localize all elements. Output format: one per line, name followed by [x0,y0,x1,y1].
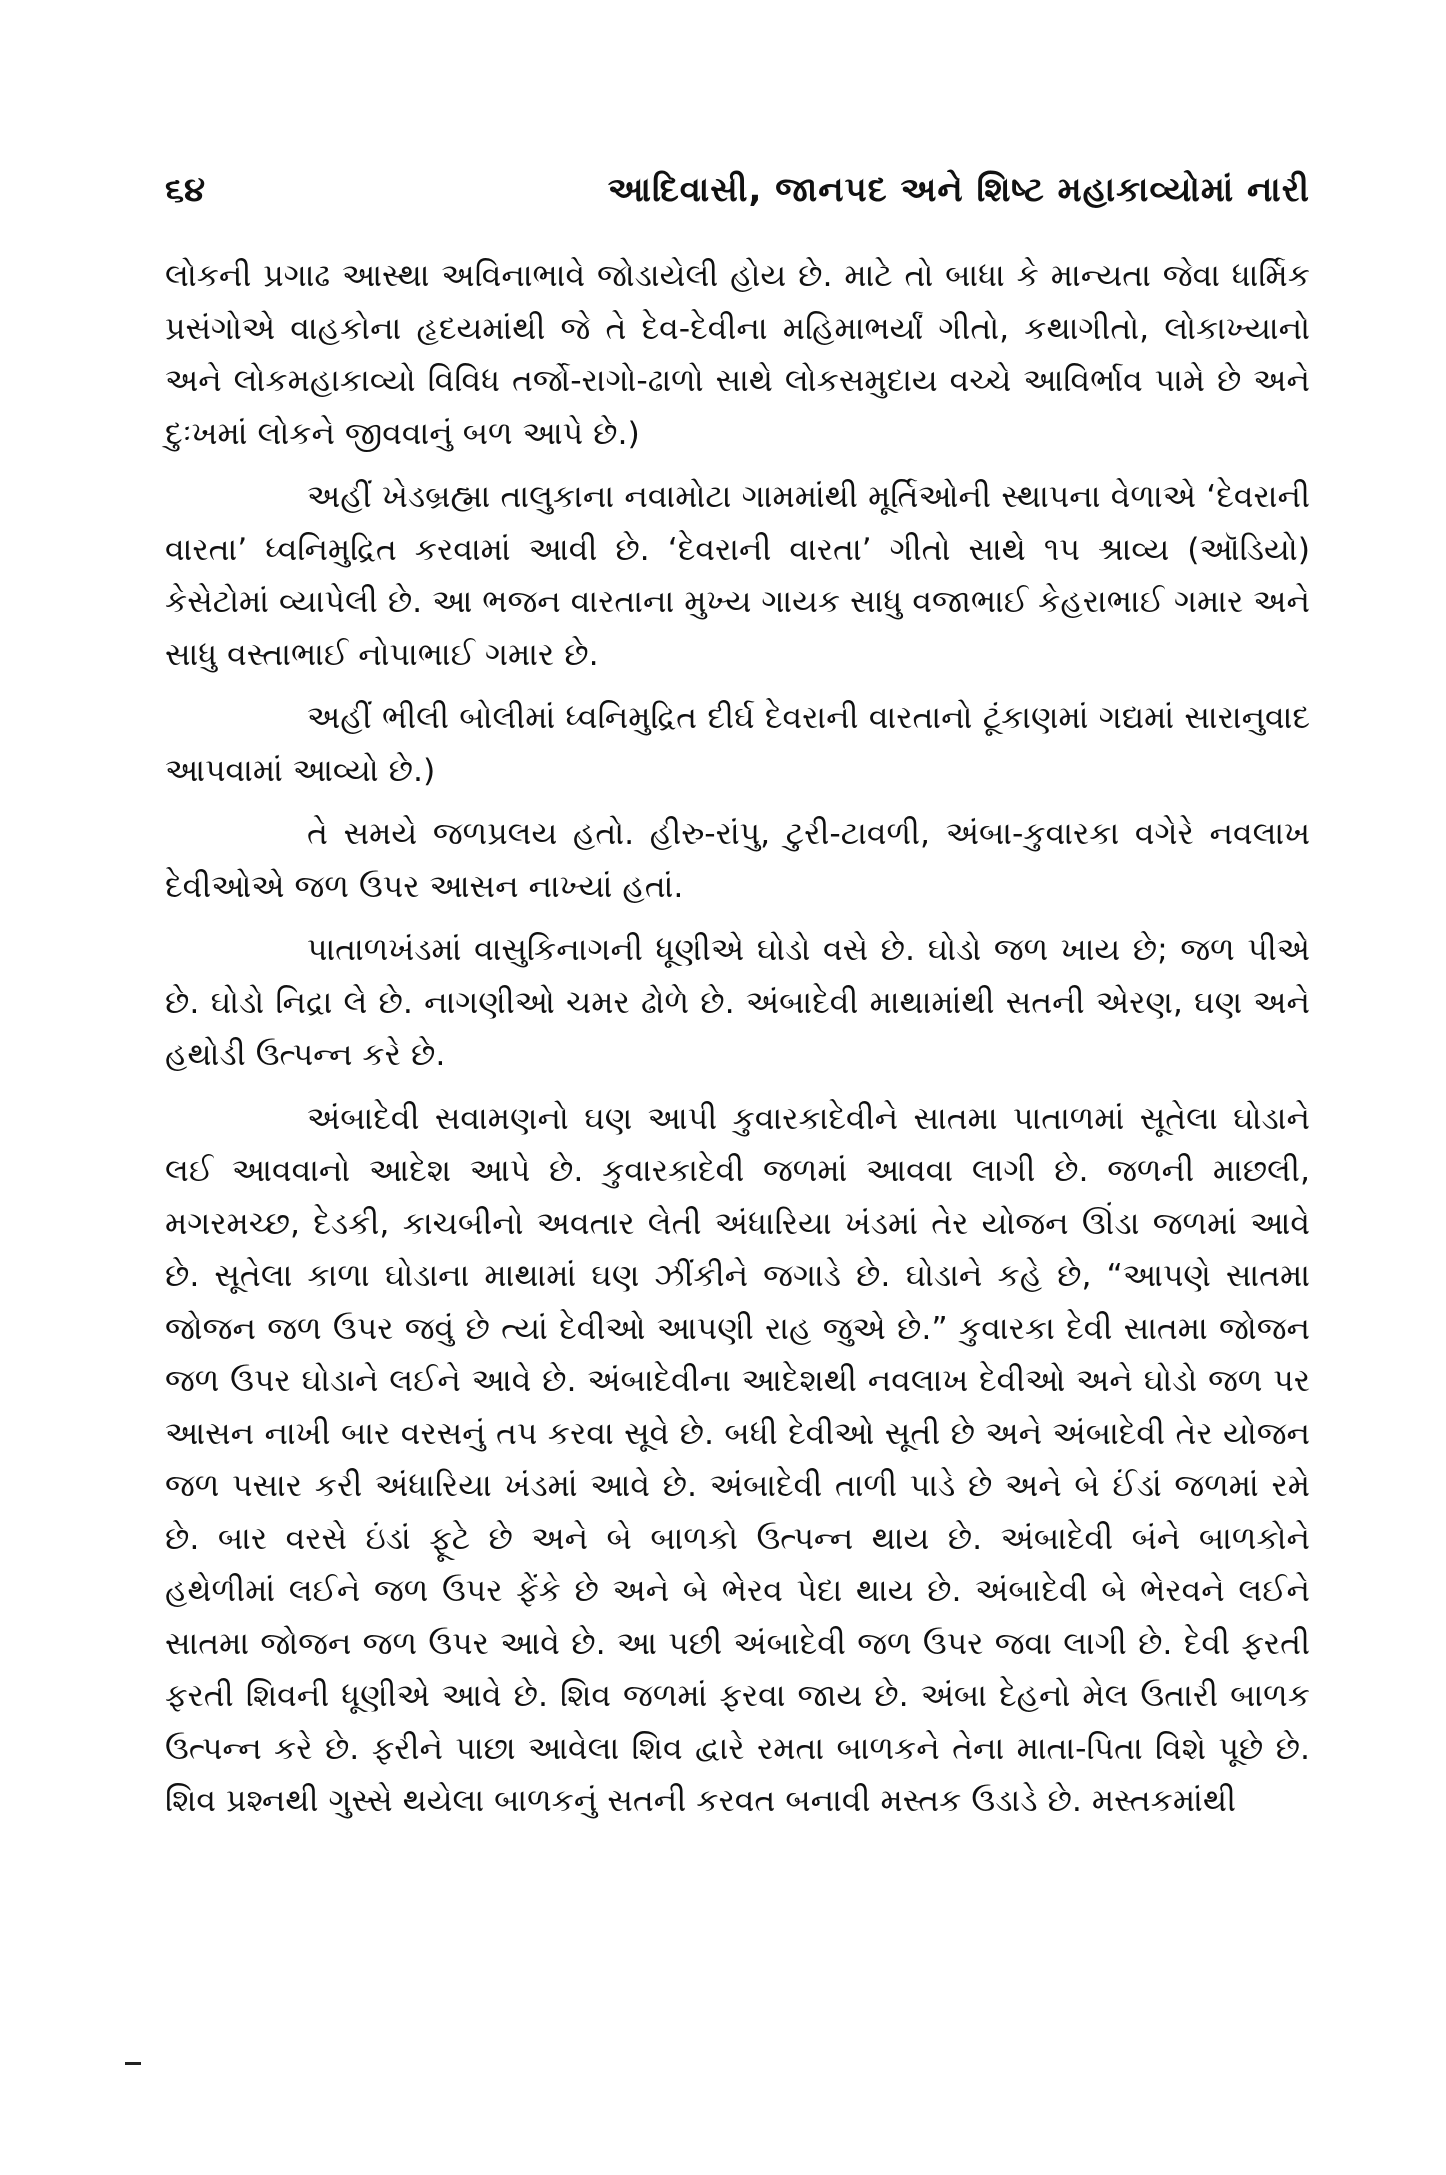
paragraph: પાતાળખંડમાં વાસુકિનાગની ધૂણીએ ઘોડો વસે છે. ઘોડો જળ ખાય છે; જળ પીએ છે. ઘોડો નિદ્રા લે છે. નાગણીઓ ચમર ઢોળે છે. અંબાદેવી માથામાંથી સતની એરણ, ઘણ અને હથોડી ઉત્પન્ન કરે છે. [165,932,1310,1073]
paragraph: લોકની પ્રગાઢ આસ્થા અવિનાભાવે જોડાયેલી હોય છે. માટે તો બાધા કે માન્યતા જેવા ધાર્મિક પ્રસંગોએ વાહકોના હૃદયમાંથી જે તે દેવ-દેવીના મહિમાભર્યાં ગીતો, કથાગીતો, લોકાખ્યાનો અને લોકમહાકાવ્યો વિવિધ તર્જો-રાગો-ઢાળો સાથે લોકસમુદાય વચ્ચે આવિર્ભાવ પામે છે અને દુઃખમાં લોકને જીવવાનું બળ આપે છે.) [165,258,1310,452]
paragraph: તે સમયે જળપ્રલય હતો. હીરુ-રાંપુ, ટુરી-ટાવળી, અંબા-કુવારકા વગેરે નવલાખ દેવીઓએ જળ ઉપર આસન નાખ્યાં હતાં. [165,816,1310,905]
margin-mark [125,2062,141,2065]
paragraph: અંબાદેવી સવામણનો ઘણ આપી કુવારકાદેવીને સાતમા પાતાળમાં સૂતેલા ઘોડાને લઈ આવવાનો આદેશ આપે છે. કુવારકાદેવી જળમાં આવવા લાગી છે. જળની માછલી, મગરમચ્છ, દેડકી, કાચબીનો અવતાર લેતી અંધારિયા ખંડમાં તેર યોજન ઊંડા જળમાં આવે છે. સૂતેલા કાળા ઘોડાના માથામાં ઘણ ઝીંકીને જગાડે છે. ઘોડાને કહે છે, “આપણે સાતમા જોજન જળ ઉપર જવું છે ત્યાં દેવીઓ આપણી રાહ જુએ છે.” કુવારકા દેવી સાતમા જોજન જળ ઉપર ઘોડાને લઈને આવે છે. અંબાદેવીના આદેશથી નવલાખ દેવીઓ અને ઘોડો જળ પર આસન નાખી બાર વરસનું તપ કરવા સૂવે છે. બધી દેવીઓ સૂતી છે અને અંબાદેવી તેર યોજન જળ પસાર કરી અંધારિયા ખંડમાં આવે છે. અંબાદેવી તાળી પાડે છે અને બે ઈંડાં જળમાં રમે છે. બાર વરસે ઇંડાં ફૂટે છે અને બે બાળકો ઉત્પન્ન થાય છે. અંબાદેવી બંને બાળકોને હથેળીમાં લઈને જળ ઉપર ફેંકે છે અને બે ભેરવ પેદા થાય છે. અંબાદેવી બે ભેરવને લઈને સાતમા જોજન જળ ઉપર આવે છે. આ પછી અંબાદેવી જળ ઉપર જવા લાગી છે. દેવી ફરતી ફરતી શિવની ધૂણીએ આવે છે. શિવ જળમાં ફરવા જાય છે. અંબા દેહનો મેલ ઉતારી બાળક ઉત્પન્ન કરે છે. ફરીને પાછા આવેલા શિવ દ્વારે રમતા બાળકને તેના માતા-પિતા વિશે પૂછે છે. શિવ પ્રશ્નથી ગુસ્સે થયેલા બાળકનું સતની કરવત બનાવી મસ્તક ઉડાડે છે. મસ્તકમાંથી [165,1100,1310,1819]
page-header [165,160,1310,220]
running-title: આદિવાસી, જાનપદ અને શિષ્ટ મહાકાવ્યોમાં નારી [607,170,1310,210]
body-text [165,250,1310,1839]
paragraph: અહીં ખેડબ્રહ્મા તાલુકાના નવામોટા ગામમાંથી મૂર્તિઓની સ્થાપના વેળાએ ‘દેવરાની વારતા’ ધ્વનિમુદ્રિત કરવામાં આવી છે. ‘દેવરાની વારતા’ ગીતો સાથે ૧૫ શ્રાવ્ય (ઑડિયો) કેસેટોમાં વ્યાપેલી છે. આ ભજન વારતાના મુખ્ય ગાયક સાધુ વજાભાઈ કેહરાભાઈ ગમાર અને સાધુ વસ્તાભાઈ નોપાભાઈ ગમાર છે. [165,479,1310,673]
page-number: ૬૪ [165,170,206,210]
paragraph: અહીં ભીલી બોલીમાં ધ્વનિમુદ્રિત દીર્ઘ દેવરાની વારતાનો ટૂંકાણમાં ગદ્યમાં સારાનુવાદ આપવામાં આવ્યો છે.) [165,700,1310,789]
